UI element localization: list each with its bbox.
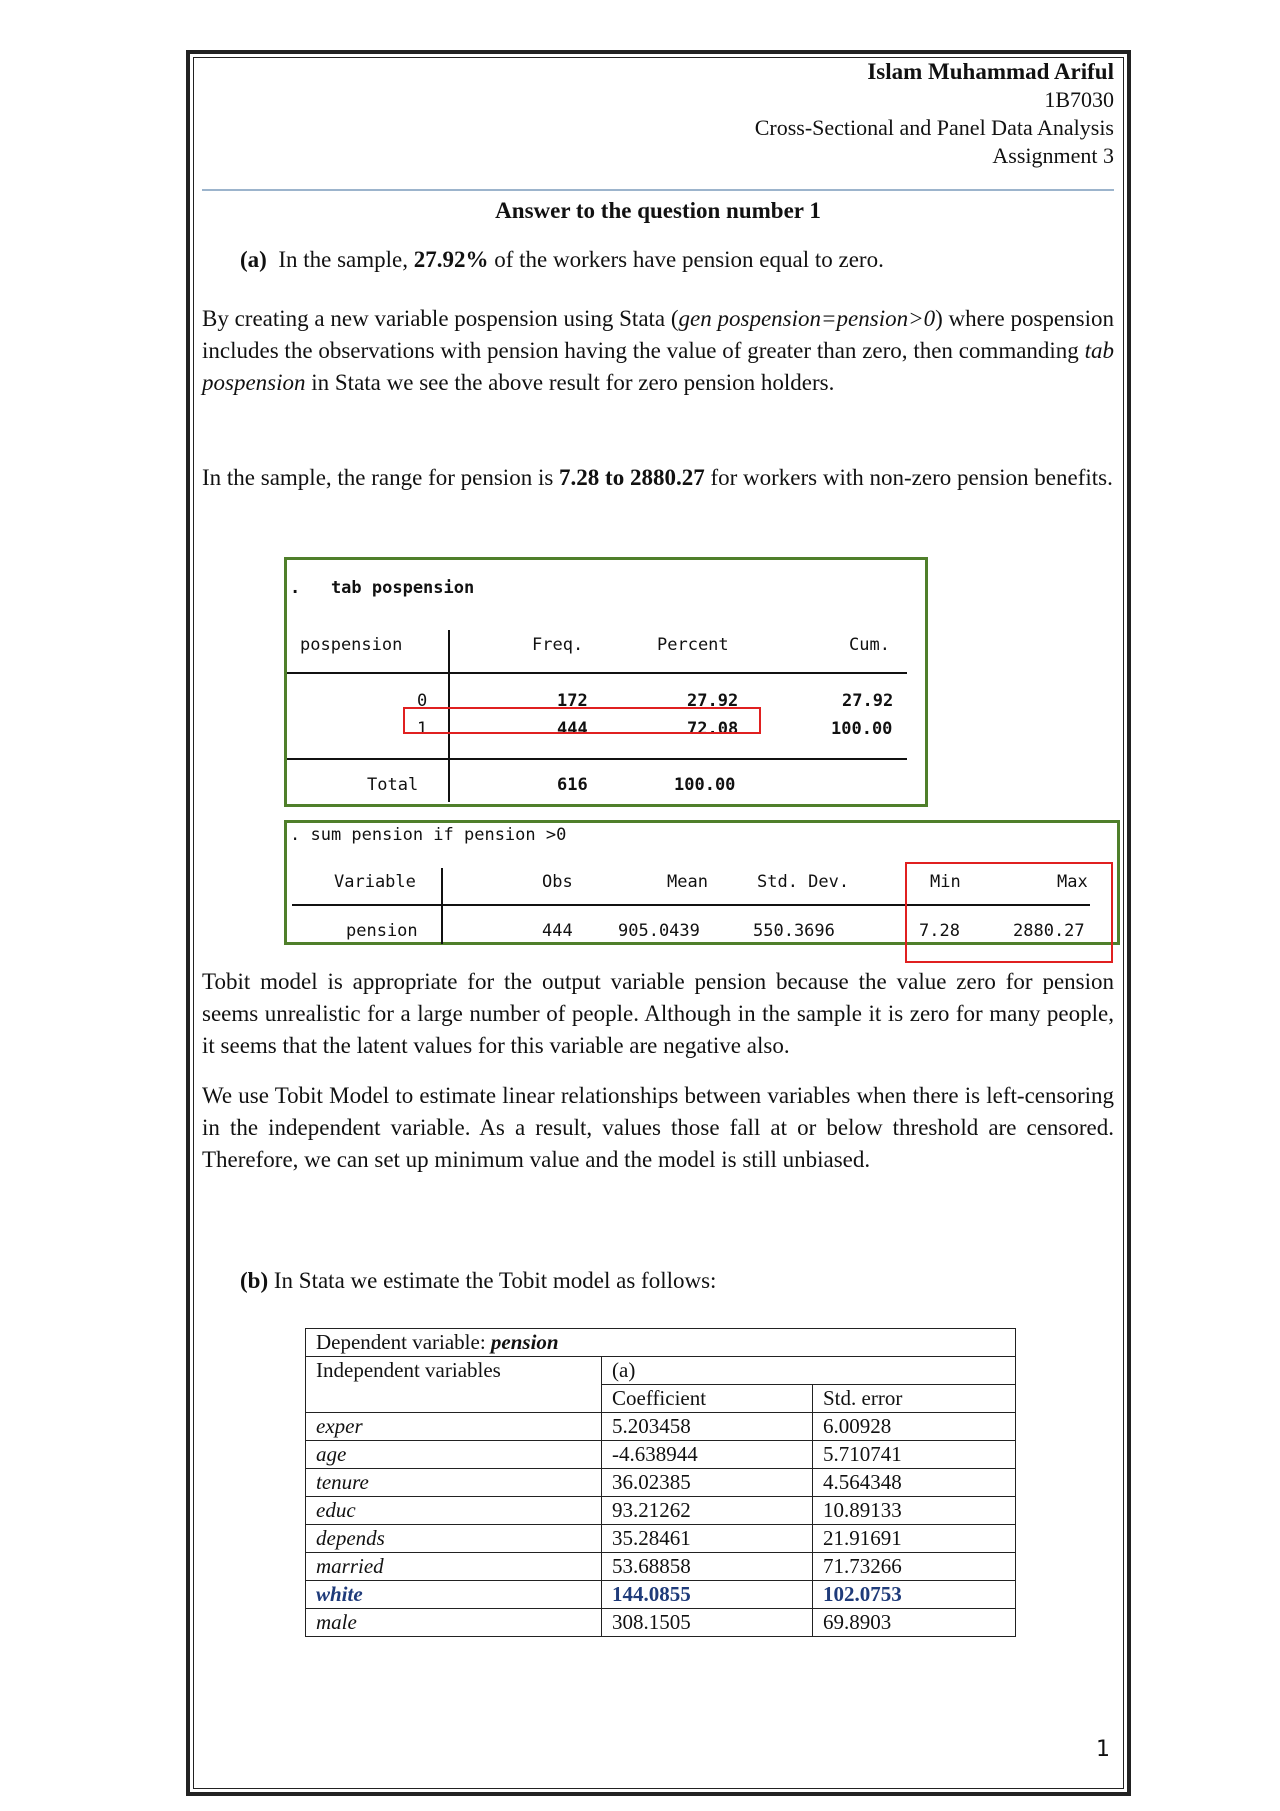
sum-row-obs: 444	[542, 921, 573, 941]
column-a-label: (a)	[602, 1357, 1016, 1385]
sum-highlight-box	[905, 862, 1113, 963]
paragraph-tobit-appropriate: Tobit model is appropriate for the output variable pension because the value zero for pension seems unrealistic for a large number of people. Although in the sample it is zero for many people, it seems that the latent values for this variable are negative also.	[202, 969, 1114, 1058]
sum-header-variable: Variable	[334, 872, 416, 892]
std-error-value: 5.710741	[813, 1441, 1016, 1469]
pension-range: 7.28 to 2880.27	[559, 465, 705, 490]
coefficient-value: 308.1505	[602, 1609, 813, 1637]
coefficient-value: 35.28461	[602, 1525, 813, 1553]
std-error-value: 21.91691	[813, 1525, 1016, 1553]
header-block	[202, 58, 1114, 170]
course-code: 1B7030	[1044, 87, 1114, 112]
tab-command: . tab pospension	[290, 578, 475, 598]
part-a-answer	[202, 244, 1152, 276]
std-error-value: 69.8903	[813, 1609, 1016, 1637]
variable-name: educ	[306, 1497, 602, 1525]
part-a-text-before: In the sample,	[278, 247, 408, 272]
para1-text-1: By creating a new variable pospension using Stata (	[202, 306, 679, 331]
sum-row-mean: 905.0439	[618, 921, 700, 941]
tobit-results-table	[305, 1328, 1016, 1637]
part-b-label: (b)	[240, 1268, 269, 1293]
para2-text-2: for workers with non-zero pension benefits.	[710, 465, 1113, 490]
tab-row0-freq: 172	[557, 691, 588, 711]
part-a-percent: 27.92%	[413, 247, 489, 272]
table-row	[306, 1553, 1016, 1581]
dependent-variable-row	[306, 1329, 1016, 1357]
variable-name: depends	[306, 1525, 602, 1553]
coefficient-value: -4.638944	[602, 1441, 813, 1469]
tab-highlight-box	[403, 707, 761, 734]
para2-text-1: In the sample, the range for pension is	[202, 465, 554, 490]
independent-variables-label: Independent variables	[306, 1357, 602, 1413]
page-number: 1	[1096, 1737, 1110, 1762]
column-group-row	[306, 1357, 1016, 1385]
tab-header-percent: Percent	[657, 635, 729, 655]
variable-name: exper	[306, 1413, 602, 1441]
table-row-highlighted	[306, 1581, 1016, 1609]
sum-header-mean: Mean	[667, 872, 708, 892]
std-error-value: 6.00928	[813, 1413, 1016, 1441]
dependent-variable-cell	[306, 1329, 1016, 1357]
std-error-value: 102.0753	[813, 1581, 1016, 1609]
tab-header-cum: Cum.	[849, 635, 890, 655]
sum-row-min: 7.28	[919, 921, 960, 941]
part-a-label: (a)	[240, 247, 267, 272]
coefficient-value: 53.68858	[602, 1553, 813, 1581]
para1-text-3: in Stata we see the above result for zero pension holders.	[311, 370, 835, 395]
variable-name: age	[306, 1441, 602, 1469]
variable-name: married	[306, 1553, 602, 1581]
tab-row1-value: 1	[417, 719, 428, 739]
coefficient-value: 36.02385	[602, 1469, 813, 1497]
paragraph-pospension	[202, 303, 1114, 399]
tab-header-rule	[287, 672, 907, 674]
std-error-value: 4.564348	[813, 1469, 1016, 1497]
coefficient-value: 93.21262	[602, 1497, 813, 1525]
table-row	[306, 1609, 1016, 1637]
std-error-header: Std. error	[813, 1385, 1016, 1413]
table-row	[306, 1525, 1016, 1553]
sum-row-stddev: 550.3696	[753, 921, 835, 941]
tab-total-label: Total	[367, 775, 419, 795]
stata-tab-output	[284, 557, 928, 807]
sum-command: . sum pension if pension >0	[290, 825, 567, 845]
variable-name: tenure	[306, 1469, 602, 1497]
tab-row0-cum: 27.92	[842, 691, 894, 711]
assignment-label: Assignment 3	[992, 143, 1114, 168]
sum-header-stddev: Std. Dev.	[757, 872, 850, 892]
sum-row-variable: pension	[346, 921, 418, 941]
header-divider	[202, 189, 1114, 191]
coefficient-value: 5.203458	[602, 1413, 813, 1441]
table-row	[306, 1413, 1016, 1441]
tab-row1-freq: 444	[557, 719, 588, 739]
tab-total-freq: 616	[557, 775, 588, 795]
tab-row0-percent: 27.92	[687, 691, 739, 711]
table-row	[306, 1441, 1016, 1469]
table-row	[306, 1497, 1016, 1525]
stata-sum-output	[284, 820, 1120, 945]
sum-header-min: Min	[930, 872, 961, 892]
para1-command-tab: tab pospension	[202, 338, 1114, 395]
course-name: Cross-Sectional and Panel Data Analysis	[754, 115, 1114, 140]
dependent-variable-name: pension	[490, 1330, 559, 1354]
sum-column-divider	[441, 868, 443, 944]
tab-row1-percent: 72.08	[687, 719, 739, 739]
tab-total-percent: 100.00	[674, 775, 736, 795]
coefficient-value: 144.0855	[602, 1581, 813, 1609]
tab-total-rule	[287, 758, 907, 760]
sum-header-obs: Obs	[542, 872, 573, 892]
tab-row0-value: 0	[417, 691, 428, 711]
paragraph-tobit-explanation: We use Tobit Model to estimate linear relationships between variables when there is left-censoring in the independent variable. As a result, values those fall at or below threshold are censored. Therefore, we can set up minimum value and the model is still unbiased.	[202, 1083, 1114, 1172]
para1-text-2: ) where pospension includes the observations with pension having the value of greater than zero, then commanding	[202, 306, 1114, 363]
sum-row-max: 2880.27	[1013, 921, 1085, 941]
author-name: Islam Muhammad Ariful	[867, 59, 1114, 84]
para1-command-gen: gen pospension=pension>0	[678, 306, 936, 331]
part-a-text-after: of the workers have pension equal to zero.	[494, 247, 884, 272]
part-b-text: In Stata we estimate the Tobit model as follows:	[273, 1268, 717, 1293]
tab-header-freq: Freq.	[532, 635, 584, 655]
std-error-value: 10.89133	[813, 1497, 1016, 1525]
dependent-variable-label: Dependent variable:	[316, 1330, 486, 1354]
part-b-intro	[202, 1265, 1152, 1297]
tab-row1-cum: 100.00	[831, 719, 893, 739]
paragraph-range	[202, 462, 1114, 494]
variable-name: white	[306, 1581, 602, 1609]
table-row	[306, 1469, 1016, 1497]
tab-header-pospension: pospension	[300, 635, 403, 655]
coefficient-header: Coefficient	[602, 1385, 813, 1413]
variable-name: male	[306, 1609, 602, 1637]
question-title: Answer to the question number 1	[495, 198, 821, 223]
std-error-value: 71.73266	[813, 1553, 1016, 1581]
sum-header-max: Max	[1057, 872, 1088, 892]
